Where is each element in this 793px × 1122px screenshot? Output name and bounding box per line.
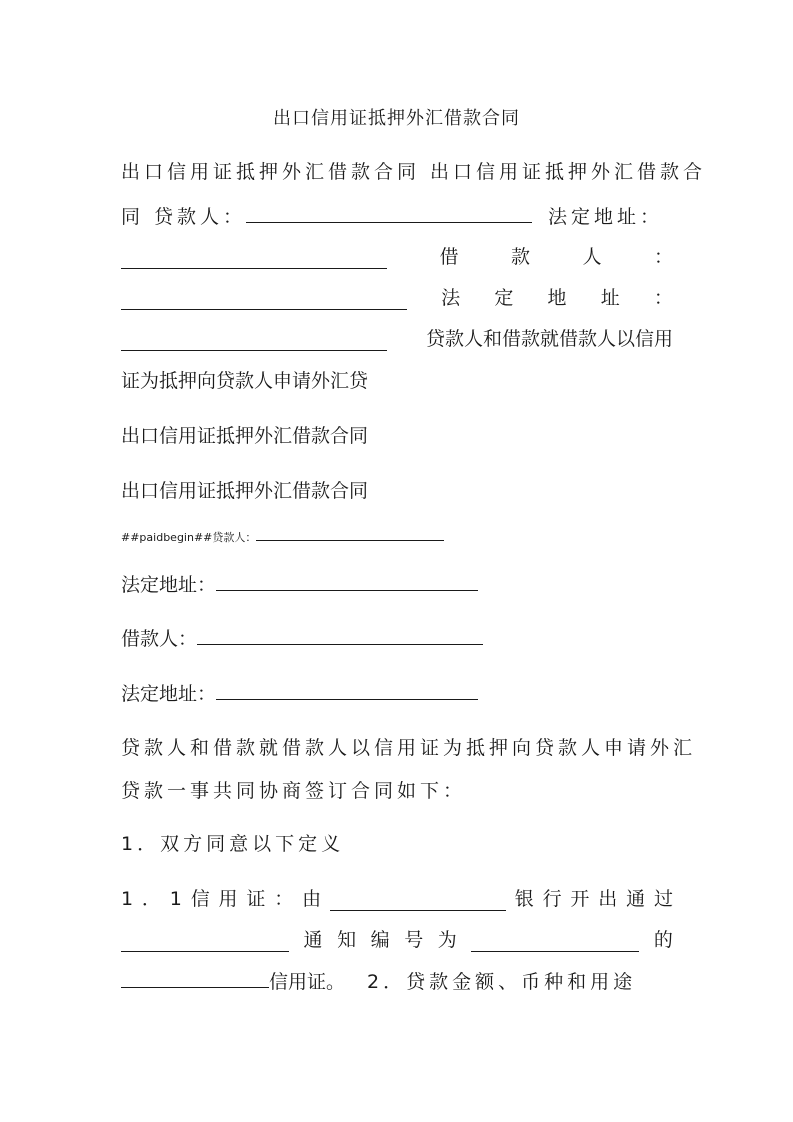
lender-blank[interactable] [246,204,532,223]
clause1-heading: 1．双方同意以下定义 [121,833,345,855]
lc-number-blank[interactable] [471,933,639,952]
c11-char-kai: 开 [570,888,590,910]
c11-char-hang: 行 [542,888,562,910]
clause1-1-line-2 [121,928,673,952]
c11-char-tong: 通 [626,888,646,910]
c11-char-zheng: 证 [246,888,266,910]
lc-type-blank[interactable] [121,969,269,988]
clause1-1-line-3 [121,969,673,994]
borrower-line [121,626,673,651]
borrower-name-blank[interactable] [197,626,483,645]
borrower-char-3: 人 [582,246,602,268]
lender-address-label: 法定地址： [121,574,217,596]
paid-lender-blank[interactable] [256,529,444,541]
intro-line-3 [121,245,673,269]
intro-line-2 [121,204,673,229]
addr-char-4: 址 [600,287,620,309]
advising-bank-blank[interactable] [121,933,289,952]
c11-char-yong: 用 [218,888,238,910]
intro-line-5 [121,327,673,351]
clause1-1-line-1 [121,887,673,911]
c11-char-wei: 为 [437,929,457,951]
addr-char-1: 法 [441,287,461,309]
c11-num-2: 1 [169,888,182,910]
intro-line-4 [121,286,673,310]
borrower-char-2: 款 [510,246,530,268]
intro-line-5-text: 贷款人和借款就借款人以信用 [425,328,673,350]
lender-label: 同 贷款人： [121,206,247,228]
borrower-address-field[interactable] [216,681,478,700]
c11-char-chu: 出 [598,888,618,910]
paid-marker-line [121,526,673,550]
borrower-colon: ： [653,246,673,268]
borrower-address-blank[interactable] [121,332,387,351]
para1-line-2: 贷款一事共同协商签订合同如下： [121,780,467,802]
c11-char-zhi: 知 [337,929,357,951]
borrower-label: 借款人： [121,628,198,650]
para1-line-1: 贷款人和借款就借款人以信用证为抵押向贷款人申请外汇 [121,737,697,759]
c11-char-you: 由 [302,888,322,910]
addr-char-3: 地 [547,287,567,309]
clause2-heading: 2．贷款金额、币种和用途 [367,971,637,993]
c11-char-xin: 信 [190,888,210,910]
borrower-blank[interactable] [121,291,407,310]
repeat-title-1: 出口信用证抵押外汇借款合同 [121,425,369,447]
c11-char-de: 的 [653,929,673,951]
address-blank[interactable] [121,250,387,269]
lc-end-text: 信用证。 [269,971,346,993]
c11-dot: ． [141,888,161,910]
lender-address-blank[interactable] [216,572,478,591]
c11-char-yin: 银 [514,888,534,910]
issuing-bank-blank[interactable] [330,892,506,911]
borrower-char-1: 借 [439,246,459,268]
addr-colon: ： [653,287,673,309]
paid-marker-text: ##paidbegin##贷款人： [121,531,257,544]
c11-char-hao: 号 [404,929,424,951]
c11-char-guo: 过 [653,888,673,910]
repeat-title-2: 出口信用证抵押外汇借款合同 [121,480,369,502]
document-title: 出口信用证抵押外汇借款合同 [273,108,520,129]
borrower-address-line [121,681,673,706]
lender-address-line [121,572,673,597]
c11-num-1: 1 [121,888,134,910]
addr-char-2: 定 [494,287,514,309]
address-label: 法定地址： [548,206,664,228]
intro-line-6: 证为抵押向贷款人申请外汇贷 [121,370,369,392]
borrower-address-label: 法定地址： [121,683,217,705]
c11-char-tong2: 通 [303,929,323,951]
c11-char-bian: 编 [370,929,390,951]
c11-colon: ： [274,888,294,910]
intro-line-1: 出口信用证抵押外汇借款合同 出口信用证抵押外汇借款合 [121,161,707,183]
